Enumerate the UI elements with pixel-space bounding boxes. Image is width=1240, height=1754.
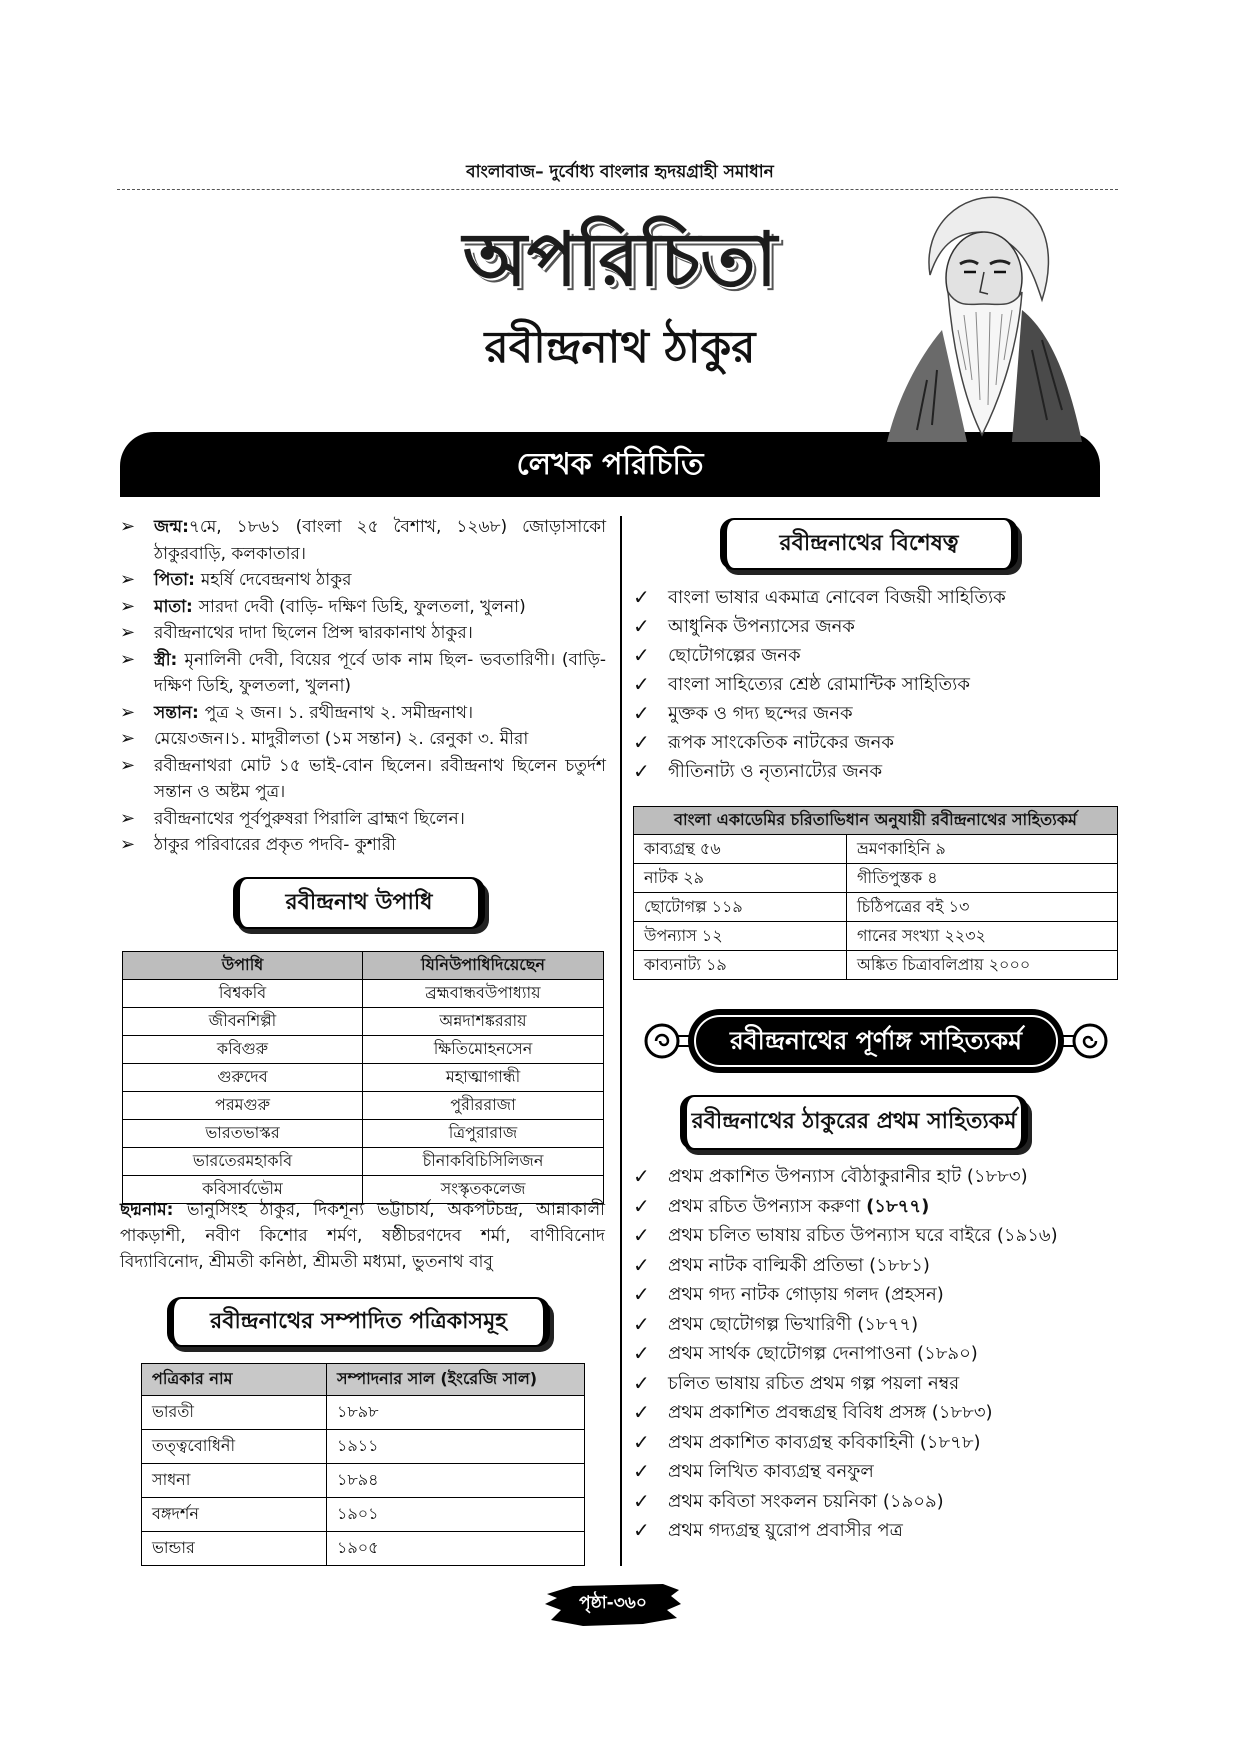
bio-item-surname [120, 832, 606, 859]
table-cell: চীনাকবিচিসিলিজন [363, 1148, 604, 1176]
check-icon [633, 757, 659, 787]
bio-label: পিতা: [154, 570, 201, 590]
arrowhead-bullet-icon [120, 806, 144, 832]
bio-text: রবীন্দ্রনাথের দাদা ছিলেন প্রিন্স দ্বারকানাথ ঠাকুর। [154, 623, 473, 643]
table-cell: ব্রহ্মবান্ধবউপাধ্যায় [363, 980, 604, 1008]
arrowhead-bullet-icon [120, 700, 144, 726]
table-cell: ক্ষিতিমোহনসেন [363, 1036, 604, 1064]
bio-text: ঠাকুর পরিবারের প্রকৃত পদবি- কুশারী [154, 835, 396, 855]
list-item [633, 1280, 1113, 1310]
table-cell: ১৯০১ [327, 1498, 585, 1532]
table-row [123, 1092, 604, 1120]
check-icon [633, 1398, 659, 1429]
bio-text: রবীন্দ্রনাথরা মোট ১৫ ভাই-বোন ছিলেন। রবীন্দ্রনাথ ছিলেন চতুর্দশ সন্তান ও অষ্টম পুত্র। [154, 755, 606, 802]
journals-table [141, 1363, 585, 1566]
table-cell: মহাত্মাগান্ধী [363, 1064, 604, 1092]
table-cell: বিশ্বকবি [123, 980, 363, 1008]
author-portrait [872, 180, 1082, 442]
column-header: উপাধি [123, 952, 363, 980]
first-works-heading: রবীন্দ্রনাথের ঠাকুরের প্রথম সাহিত্যকর্ম [680, 1095, 1028, 1150]
table-cell: ভারতী [142, 1396, 327, 1430]
bio-text: মেয়ে৩জন।১. মাদুরীলতা (১ম সন্তান) ২. রেনুকা ৩. মীরা [154, 729, 529, 749]
check-icon [633, 1192, 659, 1223]
list-item-text: প্রথম রচিত উপন্যাস করুণা [668, 1195, 867, 1217]
arrowhead-bullet-icon [120, 832, 144, 858]
table-cell: ভারতভাস্কর [123, 1120, 363, 1148]
table-row [634, 835, 1118, 864]
table-cell: অন্নদাশঙ্কররায় [363, 1008, 604, 1036]
list-item-text: প্রথম প্রকাশিত উপন্যাস বৌঠাকুরানীর হাট (১৮৮৩) [668, 1166, 1028, 1187]
list-item-text: বাংলা সাহিত্যের শ্রেষ্ঠ রোমান্টিক সাহিত্যিক [668, 674, 970, 695]
titles-heading: রবীন্দ্রনাথ উপাধি [233, 877, 485, 929]
table-cell: চিঠিপত্রের বই ১৩ [847, 893, 1118, 922]
table-cell: কাব্যনাট্য ১৯ [634, 951, 847, 980]
list-item [633, 699, 1113, 728]
bio-label: স্ত্রী: [154, 649, 185, 670]
bio-text: সারদা দেবী (বাড়ি- দক্ষিণ ডিহি, ফুলতলা, খুলনা) [198, 596, 526, 617]
list-item [633, 1516, 1113, 1546]
page-title: অপরিচিতা [462, 217, 778, 303]
table-cell: কবিসার্বভৌম [123, 1176, 363, 1204]
pseudonyms-text: ভানুসিংহ ঠাকুর, দিকশূন্য ভট্টাচার্য, অকপটচন্দ্র, আন্নাকালী পাকড়াশী, নবীণ কিশোর শর্মণ, ষষ্ঠীচরণদেব শর্মা, বাণীবিনোদ বিদ্যাবিনোদ, শ্রীমতী কনিষ্ঠা, শ্রীমতী মধ্যমা, ভুতনাথ বাবু [120, 1200, 605, 1272]
table-caption-row [634, 807, 1118, 835]
table-cell: ১৮৯৪ [327, 1464, 585, 1498]
check-icon [633, 1221, 659, 1252]
check-icon [633, 1369, 659, 1400]
list-item [633, 1457, 1113, 1487]
list-item-text: প্রথম লিখিত কাব্যগ্রন্থ বনফুল [668, 1461, 874, 1482]
pseudonyms-paragraph [120, 1197, 605, 1275]
journals-heading: রবীন্দ্রনাথের সম্পাদিত পত্রিকাসমূহ [167, 1297, 550, 1347]
bio-text: ৭মে, ১৮৬১ (বাংলা ২৫ বৈশাখ, ১২৬৮) জোড়াসাকো ঠাকুরবাড়ি, কলকাতার। [154, 517, 606, 564]
check-icon [633, 1339, 659, 1370]
table-row [123, 1064, 604, 1092]
list-item-text: প্রথম চলিত ভাষায় রচিত উপন্যাস ঘরে বাইরে (১৯১৬) [668, 1225, 1058, 1246]
bio-item-siblings [120, 753, 606, 806]
table-cell: ১৯১১ [327, 1430, 585, 1464]
list-item [633, 1369, 1113, 1399]
bio-label: জন্ম: [154, 517, 189, 537]
table-header-row [123, 952, 604, 980]
list-item [633, 1310, 1113, 1340]
author-bio-list [120, 514, 606, 859]
arrowhead-bullet-icon [120, 647, 144, 673]
check-icon [633, 1457, 659, 1488]
check-icon [633, 1516, 659, 1547]
table-header-row [142, 1364, 585, 1396]
list-item-text: প্রথম প্রকাশিত কাব্যগ্রন্থ কবিকাহিনী (১৮৭৮) [668, 1431, 981, 1453]
table-cell: গুরুদেব [123, 1064, 363, 1092]
specialties-list [633, 583, 1113, 786]
table-cell: গীতিপুস্তক ৪ [847, 864, 1118, 893]
table-cell: ত্রিপুরারাজ [363, 1120, 604, 1148]
table-row [634, 893, 1118, 922]
list-item [633, 641, 1113, 670]
list-item-text: প্রথম ছোটোগল্প ভিখারিণী (১৮৭৭) [668, 1313, 919, 1335]
table-cell: কাব্যগ্রন্থ ৫৬ [634, 835, 847, 864]
bio-item-daughters [120, 726, 606, 753]
list-item [633, 1398, 1113, 1428]
table-cell: নাটক ২৯ [634, 864, 847, 893]
bio-item-children [120, 700, 606, 727]
bio-label: মাতা: [154, 596, 199, 617]
table-cell: উপন্যাস ১২ [634, 922, 847, 951]
list-item [633, 1221, 1113, 1251]
table-cell: ১৮৯৮ [327, 1396, 585, 1430]
column-header: যিনিউপাধিদিয়েছেন [363, 952, 604, 980]
list-item-text: গীতিনাট্য ও নৃত্যনাট্যের জনক [668, 761, 883, 782]
list-item-text: মুক্তক ও গদ্য ছন্দের জনক [668, 703, 853, 724]
table-cell: সংস্কৃতকলেজ [363, 1176, 604, 1204]
list-item-emphasis: (১৮৭৭) [866, 1195, 930, 1217]
arrowhead-bullet-icon [120, 620, 144, 646]
list-item [633, 670, 1113, 699]
bio-item-ancestors [120, 806, 606, 833]
banner-right-ornament [1074, 1025, 1106, 1057]
list-item-text: প্রথম সার্থক ছোটোগল্প দেনাপাওনা (১৮৯০) [668, 1343, 978, 1364]
table-row [123, 1036, 604, 1064]
column-header: পত্রিকার নাম [142, 1364, 327, 1396]
list-item-text: প্রথম গদ্য নাটক গোড়ায় গলদ (প্রহসন) [668, 1284, 944, 1305]
list-item-text: প্রথম প্রকাশিত প্রবন্ধগ্রন্থ বিবিধ প্রসঙ্গ (১৮৮৩) [668, 1402, 993, 1423]
table-cell: তত্ত্ববোধিনী [142, 1430, 327, 1464]
table-cell: পুরীররাজা [363, 1092, 604, 1120]
portrait-robe-right [1012, 310, 1082, 442]
list-item-text: রূপক সাংকেতিক নাটকের জনক [668, 732, 894, 753]
list-item [633, 1192, 1113, 1222]
list-item [633, 1487, 1113, 1517]
bio-text: পুত্র ২ জন। ১. রথীন্দ্রনাথ ২. সমীন্দ্রনাথ। [204, 702, 474, 723]
table-row [123, 980, 604, 1008]
table-row [634, 922, 1118, 951]
list-item-text: চলিত ভাষায় রচিত প্রথম গল্প পয়লা নম্বর [668, 1372, 960, 1394]
table-row [142, 1464, 585, 1498]
table-cell: ভারতেরমহাকবি [123, 1148, 363, 1176]
arrowhead-bullet-icon [120, 594, 144, 620]
list-item [633, 1162, 1113, 1192]
table-cell: সাধনা [142, 1464, 327, 1498]
table-cell: ভ্রমণকাহিনি ৯ [847, 835, 1118, 864]
complete-works-banner-title: রবীন্দ্রনাথের পূর্ণাঙ্গ সাহিত্যকর্ম [730, 1026, 1022, 1055]
list-item [633, 1428, 1113, 1458]
check-icon [633, 612, 659, 642]
first-works-list [633, 1162, 1113, 1546]
bio-item-wife [120, 647, 606, 700]
table-row [123, 1120, 604, 1148]
list-item-text: আধুনিক উপন্যাসের জনক [668, 616, 855, 637]
check-icon [633, 1428, 659, 1459]
bio-label: সন্তান: [154, 702, 205, 723]
list-item-text: প্রথম নাটক বাল্মিকী প্রতিভা (১৮৮১) [668, 1254, 930, 1276]
list-item [633, 728, 1113, 757]
list-item [633, 612, 1113, 641]
table-row [123, 1148, 604, 1176]
check-icon [633, 641, 659, 671]
arrowhead-bullet-icon [120, 726, 144, 752]
table-cell: গানের সংখ্যা ২২৩২ [847, 922, 1118, 951]
author-name: রবীন্দ্রনাথ ঠাকুর [484, 322, 756, 373]
table-row [142, 1532, 585, 1566]
bio-item-birth [120, 514, 606, 567]
table-row [123, 1008, 604, 1036]
table-row [142, 1430, 585, 1464]
list-item-text: ছোটোগল্পের জনক [668, 645, 801, 666]
table-cell: ছোটোগল্প ১১৯ [634, 893, 847, 922]
section-bar-author-intro: লেখক পরিচিতি [120, 432, 1100, 497]
list-item-text: প্রথম গদ্যগ্রন্থ য়ুরোপ প্রবাসীর পত্র [668, 1520, 903, 1541]
list-item-text: বাংলা ভাষার একমাত্র নোবেল বিজয়ী সাহিত্যিক [668, 587, 1006, 608]
table-cell: পরমগুরু [123, 1092, 363, 1120]
bio-text: মহর্ষি দেবেন্দ্রনাথ ঠাকুর [200, 570, 352, 590]
table-cell: বঙ্গদর্শন [142, 1498, 327, 1532]
table-row [634, 951, 1118, 980]
bio-item-father [120, 567, 606, 594]
bio-item-mother [120, 594, 606, 621]
table-row [634, 864, 1118, 893]
check-icon [633, 1310, 659, 1341]
bio-item-grandfather [120, 620, 606, 647]
check-icon [633, 670, 659, 700]
check-icon [633, 1251, 659, 1282]
specialties-heading: রবীন্দ্রনাথের বিশেষত্ব [720, 518, 1018, 570]
list-item [633, 757, 1113, 786]
table-caption: বাংলা একাডেমির চরিতাভিধান অনুযায়ী রবীন্দ্রনাথের সাহিত্যকর্ম [634, 807, 1118, 835]
table-cell: ১৯০৫ [327, 1532, 585, 1566]
titles-table [122, 951, 604, 1204]
check-icon [633, 583, 659, 613]
bio-text: মৃনালিনী দেবী, বিয়ের পূর্বে ডাক নাম ছিল- ভবতারিণী। (বাড়ি- দক্ষিণ ডিহি, ফুলতলা, খুলনা) [154, 649, 606, 696]
check-icon [633, 1487, 659, 1518]
check-icon [633, 1280, 659, 1311]
check-icon [633, 699, 659, 729]
running-header: বাংলাবাজ– দুর্বোধ্য বাংলার হৃদয়গ্রাহী সমাধান [466, 162, 774, 182]
table-row [142, 1396, 585, 1430]
works-count-table [633, 806, 1118, 980]
check-icon [633, 728, 659, 758]
pseudonyms-label: ছদ্মনাম: [120, 1200, 187, 1220]
list-item [633, 1251, 1113, 1281]
list-item [633, 1339, 1113, 1369]
page-number: পৃষ্ঠা-৩৬০ [579, 1593, 647, 1613]
column-divider [620, 516, 622, 1566]
arrowhead-bullet-icon [120, 567, 144, 593]
table-cell: কবিগুরু [123, 1036, 363, 1064]
table-cell: জীবনশিল্পী [123, 1008, 363, 1036]
list-item-text: প্রথম কবিতা সংকলন চয়নিকা (১৯০৯) [668, 1490, 944, 1512]
table-row [142, 1498, 585, 1532]
arrowhead-bullet-icon [120, 753, 144, 779]
column-header: সম্পাদনার সাল (ইংরেজি সাল) [327, 1364, 585, 1396]
list-item [633, 583, 1113, 612]
table-cell: ভান্ডার [142, 1532, 327, 1566]
bio-text: রবীন্দ্রনাথের পূর্বপুরুষরা পিরালি ব্রাহ্মণ ছিলেন। [154, 808, 465, 829]
arrowhead-bullet-icon [120, 514, 144, 540]
table-cell: অঙ্কিত চিত্রাবলিপ্রায় ২০০০ [847, 951, 1118, 980]
banner-left-ornament [646, 1025, 678, 1057]
check-icon [633, 1162, 659, 1193]
